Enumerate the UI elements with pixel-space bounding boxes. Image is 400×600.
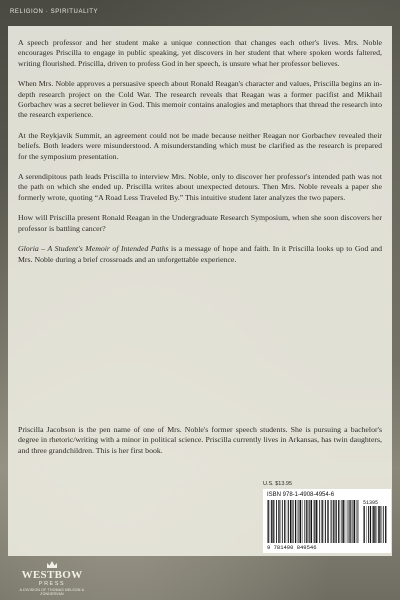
barcode-bar bbox=[272, 500, 273, 543]
publisher-division: A DIVISION OF THOMAS NELSON & ZONDERVAN bbox=[19, 588, 85, 596]
barcode-bar bbox=[349, 500, 350, 543]
barcode-bar bbox=[378, 506, 379, 543]
description-paragraph bbox=[18, 244, 382, 265]
barcode-bar bbox=[278, 500, 279, 543]
book-title: Gloria – A Student's Memoir of Intended Paths bbox=[18, 244, 169, 254]
barcode-bar bbox=[364, 506, 365, 543]
ean-digits: 9 781490 849546 bbox=[267, 544, 317, 551]
barcode-bar bbox=[322, 500, 323, 543]
barcode-bar bbox=[268, 500, 269, 543]
barcode-bar bbox=[333, 500, 334, 543]
description-paragraph: How will Priscilla present Ronald Reagan in the Undergraduate Research Symposium, when she soon discovers her professor is battling cancer? bbox=[18, 213, 382, 233]
barcode-bar bbox=[299, 500, 300, 543]
barcode-bar bbox=[354, 500, 355, 543]
description-text: is a message of hope and faith. In it Priscilla looks up to God and Mrs. Noble during a brief crossroads and an unforgettable experience. bbox=[18, 244, 383, 264]
price-label: U.S. $13.95 bbox=[263, 481, 293, 487]
barcode-bar bbox=[309, 500, 310, 543]
barcode-bar bbox=[282, 500, 283, 543]
barcode-bar bbox=[304, 500, 305, 543]
barcode-bar bbox=[325, 500, 326, 543]
author-bio: Priscilla Jacobson is the pen name of one of Mrs. Noble's former speech students. She is pursuing a bachelor's degree in rhetoric/writing with a minor in political science. Priscilla currently lives in Arkansas, has twin daughters, and three grandchildren. This is her first book. bbox=[18, 425, 382, 455]
publisher-press: PRESS bbox=[38, 581, 66, 587]
barcode-bar bbox=[319, 500, 320, 543]
publisher-name: WESTBOW bbox=[21, 569, 83, 581]
barcode-bar bbox=[368, 506, 369, 543]
barcode-bar bbox=[288, 500, 289, 543]
addon-digits: 51395 bbox=[363, 500, 379, 506]
description-paragraph: At the Reykjavik Summit, an agreement could not be made because neither Reagan nor Gorbachev revealed their beliefs. Both leaders were misunderstood. A misunderstanding which must be clarified as the research is prepared for the symposium presentation. bbox=[18, 130, 382, 161]
description-paragraph: A speech professor and her student make a unique connection that changes each other's lives. Mrs. Noble encourages Priscilla to engage in public speaking, yet discovers in her student that where spoken words faltered, writing flourished. Priscilla, driven to profess God in her speech, is unsure what her professor believes. bbox=[18, 38, 382, 68]
description-paragraph: When Mrs. Noble approves a persuasive speech about Ronald Reagan's character and values, Priscilla begins an in-depth research project on the Cold War. The research reveals that Reagan was a former pacifist and Mikhail Gorbachev was a secret believer in God. This memoir contains analogies and metaphors that thread the research into the research experience. bbox=[18, 79, 382, 120]
barcode-bar bbox=[271, 500, 272, 543]
barcode-bar bbox=[316, 500, 317, 543]
barcode-bar bbox=[353, 500, 354, 543]
category-label: RELIGION · SPIRITUALITY bbox=[10, 9, 99, 15]
book-description bbox=[18, 38, 382, 275]
barcode-bar bbox=[373, 506, 374, 543]
barcode-bar bbox=[342, 500, 343, 543]
barcode-bar bbox=[374, 506, 375, 543]
barcode-bar bbox=[311, 500, 312, 543]
barcode-bar bbox=[379, 506, 380, 543]
barcode-bar bbox=[284, 500, 285, 543]
publisher-logo bbox=[12, 560, 92, 598]
barcode-bar bbox=[314, 500, 315, 543]
addon-barcode bbox=[363, 506, 387, 543]
barcode-block bbox=[263, 489, 391, 553]
barcode-bar bbox=[276, 500, 277, 543]
barcode-bar bbox=[370, 506, 371, 543]
barcode-bar bbox=[385, 506, 386, 543]
barcode-bar bbox=[295, 500, 296, 543]
isbn-text: ISBN 978-1-4908-4954-6 bbox=[267, 492, 335, 498]
barcode-bar bbox=[331, 500, 332, 543]
barcode-bar bbox=[336, 500, 337, 543]
ean-barcode bbox=[267, 500, 359, 543]
barcode-bar bbox=[293, 500, 294, 543]
crown-icon bbox=[46, 560, 58, 569]
barcode-bar bbox=[306, 500, 307, 543]
barcode-bar bbox=[358, 500, 359, 543]
barcode-bar bbox=[348, 500, 349, 543]
description-paragraph: A serendipitous path leads Priscilla to interview Mrs. Noble, only to discover her professor's intended path was not the path on which she ended up. Priscilla writes about unexpected detours. Then Mrs. Noble reveals a paper she formerly wrote, quoting “A Road Less Traveled By.” This intuitive student later analyzes the two papers. bbox=[18, 172, 382, 202]
barcode-bar bbox=[383, 506, 384, 543]
barcode-bar bbox=[338, 500, 339, 543]
barcode-bar bbox=[343, 500, 344, 543]
barcode-bar bbox=[290, 500, 291, 543]
barcode-bar bbox=[327, 500, 328, 543]
barcode-bar bbox=[300, 500, 301, 543]
